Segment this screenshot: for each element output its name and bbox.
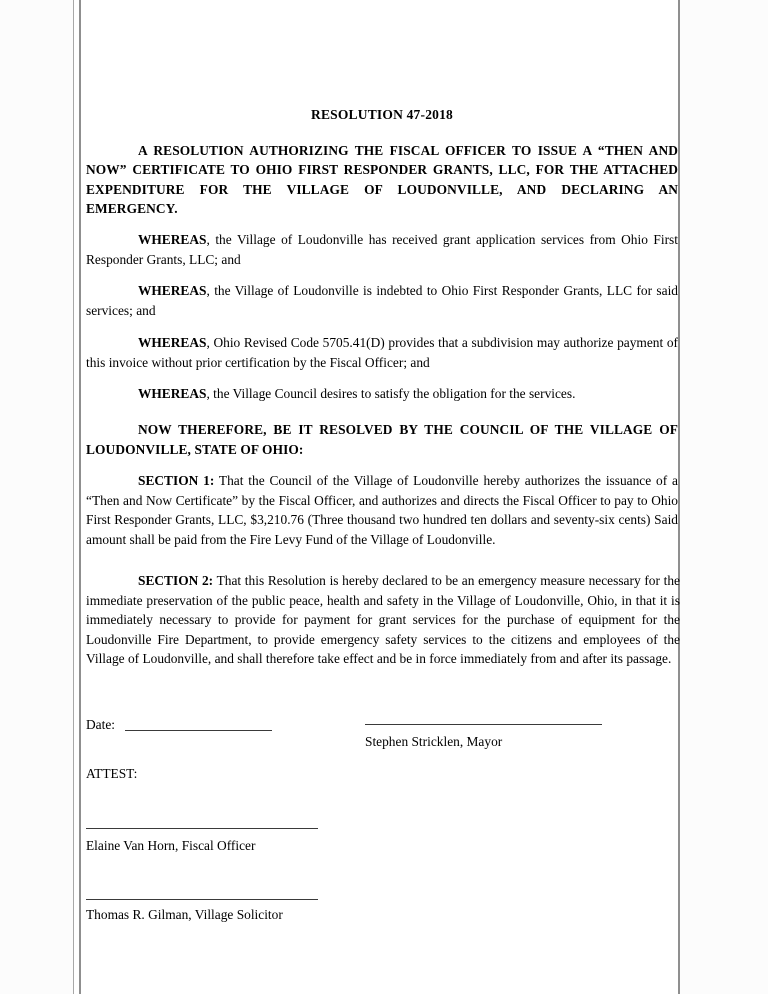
whereas-clause-4 [86,384,678,404]
village-solicitor-signature-line[interactable] [86,899,318,900]
fiscal-officer-signature-line[interactable] [86,828,318,829]
whereas-clause-1-text: , the Village of Loudonville has received grant application services from Ohio First Responder Grants, LLC; and [86,232,678,267]
page-gutter-left [0,0,73,994]
section-1-text: That the Council of the Village of Loudonville hereby authorizes the issuance of a “Then and Now Certificate” by the Fiscal Officer, and authorizes and directs the Fiscal Officer to pay to Ohio First Responder Grants, LLC, $3,210.76 (Three thousand two hundred ten dollars and seventy-six cents) Said amount shall be paid from the Fire Levy Fund of the Village of Loudonville. [86,473,678,547]
section-1 [86,471,678,549]
mayor-signature-line[interactable] [365,724,602,725]
section-2 [86,571,680,669]
whereas-clause-3-text: , Ohio Revised Code 5705.41(D) provides that a subdivision may authorize payment of this invoice without prior certification by the Fiscal Officer; and [86,335,678,370]
page-border-left-outer [73,0,74,994]
whereas-clause-4-lead: WHEREAS [138,386,207,401]
document-content [86,0,678,994]
whereas-clause-1-paragraph [86,230,678,269]
section-1-paragraph [86,471,678,549]
whereas-clause-2-text: , the Village of Loudonville is indebted to Ohio First Responder Grants, LLC for said services; and [86,283,678,318]
resolution-heading-text: A RESOLUTION AUTHORIZING THE FISCAL OFFICER TO ISSUE A “THEN AND NOW” CERTIFICATE TO OHIO FIRST RESPONDER GRANTS, LLC, FOR THE ATTACHED EXPENDITURE FOR THE VILLAGE OF LOUDONVILLE, AND DECLARING AN EMERGENCY. [86,143,678,217]
whereas-clause-1-lead: WHEREAS [138,232,207,247]
village-solicitor-name-label: Thomas R. Gilman, Village Solicitor [86,907,283,922]
page-gutter-right [680,0,768,994]
date-signature-line[interactable] [125,730,272,731]
section-2-paragraph [86,571,680,669]
section-2-lead: SECTION 2: [138,573,214,588]
section-1-lead: SECTION 1: [138,473,215,488]
whereas-clause-3-paragraph [86,333,678,372]
whereas-clause-2-lead: WHEREAS [138,283,207,298]
page-border-left-inner [79,0,81,994]
whereas-clause-2-paragraph [86,281,678,320]
whereas-clause-3 [86,333,678,372]
attest-label: ATTEST: [86,766,138,781]
whereas-clause-4-text: , the Village Council desires to satisfy the obligation for the services. [206,386,576,401]
whereas-clause-1 [86,230,678,269]
now-therefore-text: NOW THEREFORE, BE IT RESOLVED BY THE COUNCIL OF THE VILLAGE OF LOUDONVILLE, STATE OF OHIO: [86,422,678,457]
section-2-text: That this Resolution is hereby declared to be an emergency measure necessary for the immediate preservation of the public peace, health and safety in the Village of Loudonville, Ohio, in that it is immediately necessary to provide for payment for grant services for the purchase of equipment for the Loudonville Fire Department, to provide emergency safety services to the citizens and employees of the Village of Loudonville, and shall therefore take effect and be in force immediately from and after its passage. [86,573,680,667]
whereas-clause-4-paragraph [86,384,678,404]
mayor-name-label: Stephen Stricklen, Mayor [365,734,503,749]
whereas-clause-3-lead: WHEREAS [138,335,207,350]
now-therefore-clause [86,420,678,459]
resolution-heading [86,141,678,219]
page-border-right [678,0,680,994]
whereas-clause-2 [86,281,678,320]
resolution-title: RESOLUTION 47-2018 [311,107,453,122]
fiscal-officer-name-label: Elaine Van Horn, Fiscal Officer [86,838,256,853]
date-label: Date: [86,717,115,732]
